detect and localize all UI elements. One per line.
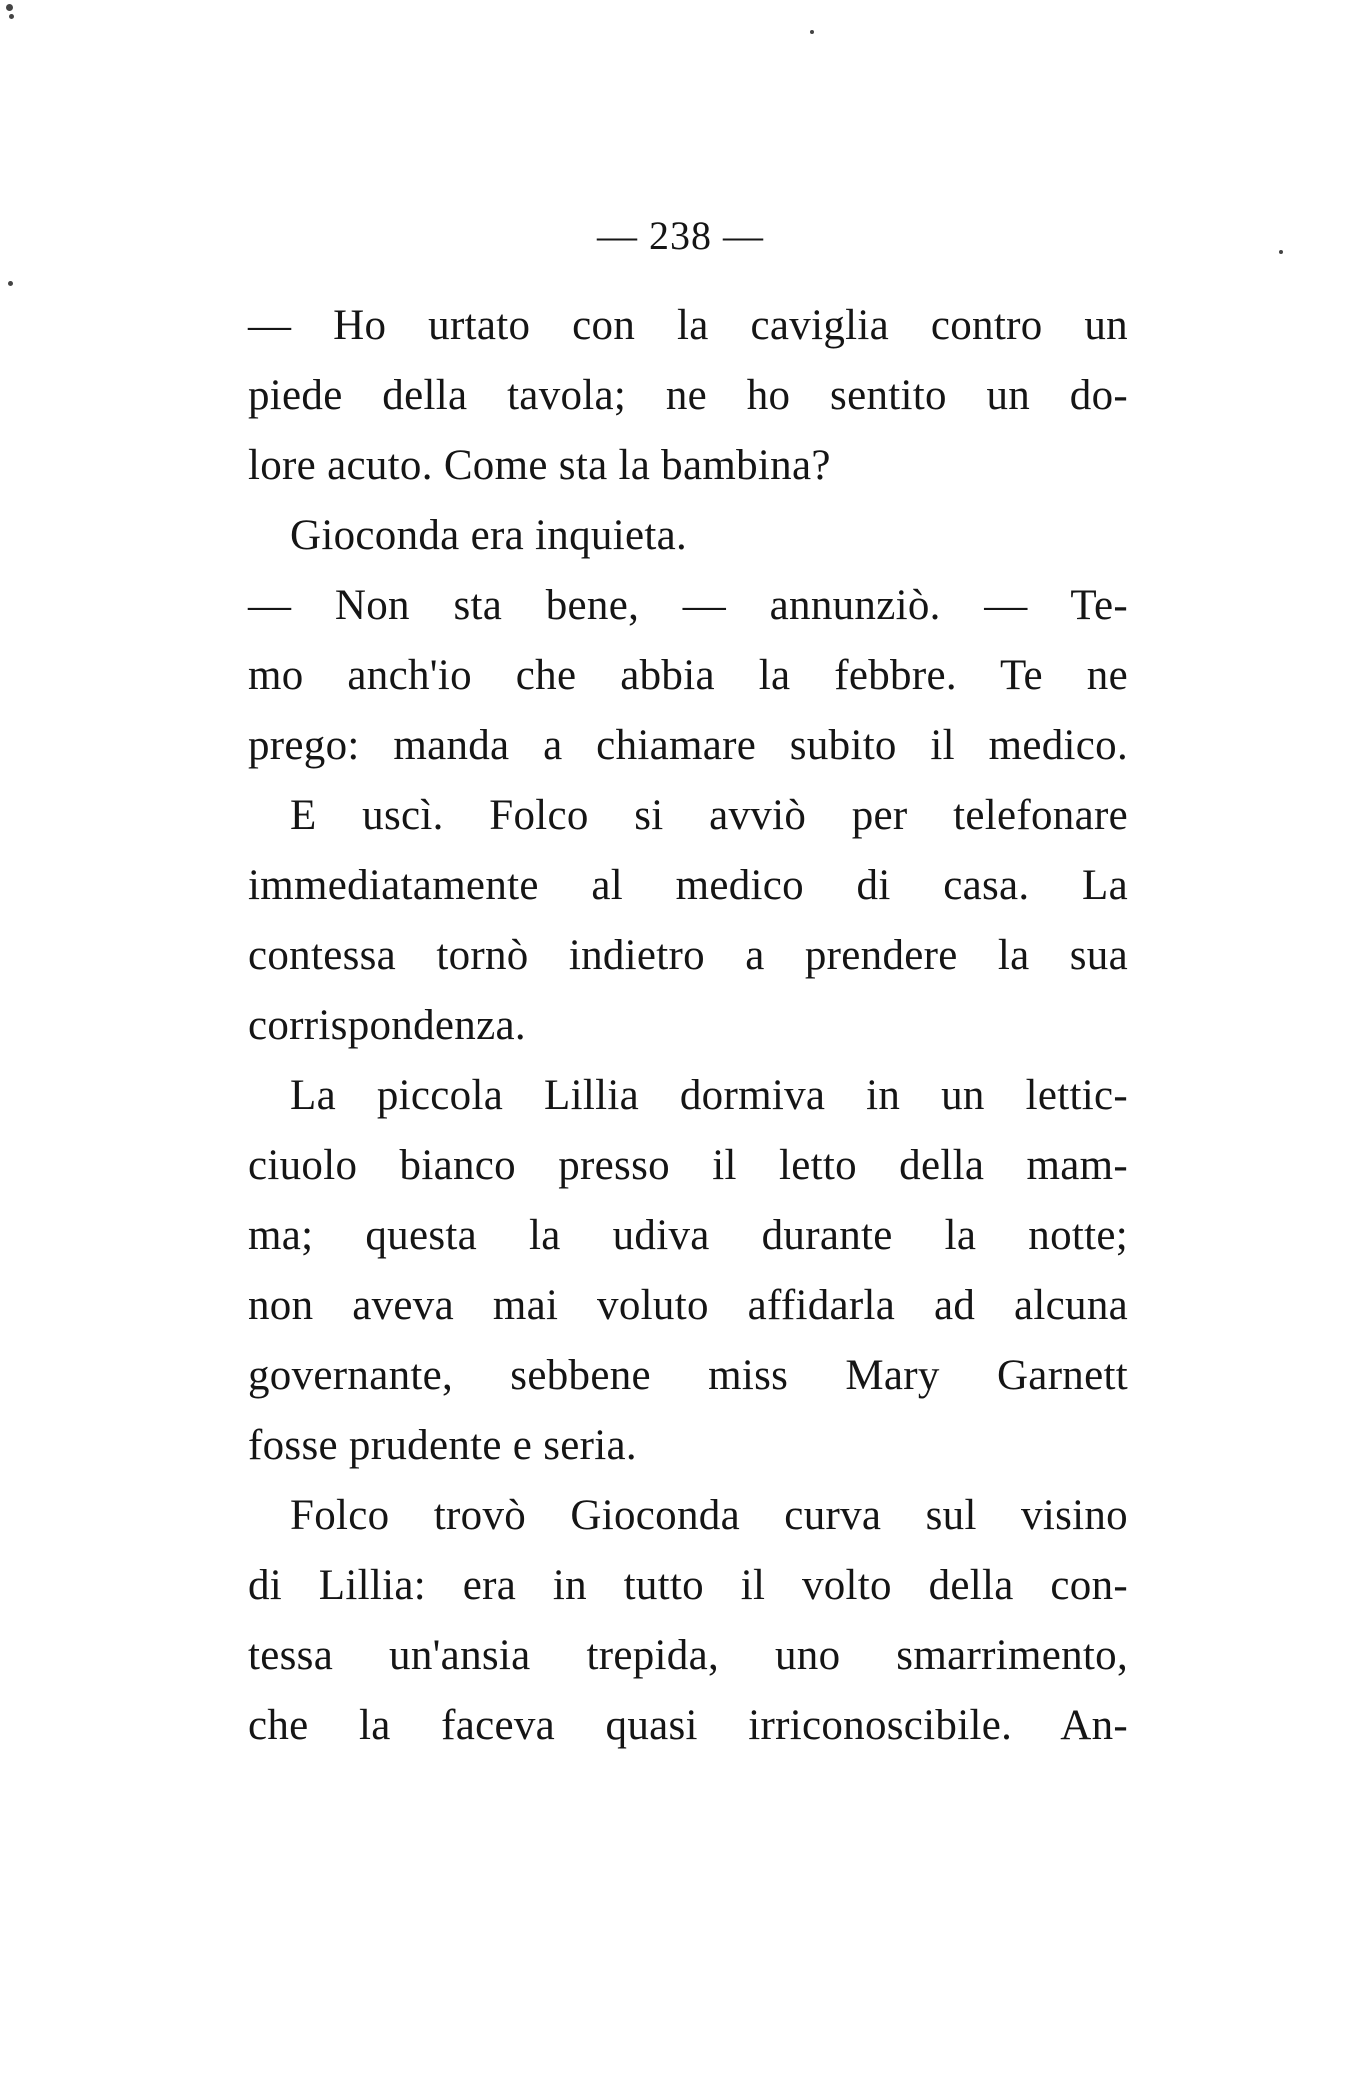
text-line: governante, sebbene miss Mary Garnett — [248, 1352, 1128, 1399]
scan-speck — [8, 281, 13, 286]
text-line: mo anch'io che abbia la febbre. Te ne — [248, 652, 1128, 699]
text-line: Folco trovò Gioconda curva sul visino — [290, 1492, 1128, 1539]
text-line: immediatamente al medico di casa. La — [248, 862, 1128, 909]
text-line: ma; questa la udiva durante la notte; — [248, 1212, 1128, 1259]
scan-speck — [9, 14, 14, 19]
text-line: lore acuto. Come sta la bambina? — [248, 442, 831, 489]
text-line: corrispondenza. — [248, 1002, 526, 1049]
scan-speck — [6, 4, 13, 11]
scan-speck — [810, 30, 814, 34]
text-line: prego: manda a chiamare subito il medico. — [248, 722, 1128, 769]
text-line: piede della tavola; ne ho sentito un do- — [248, 372, 1128, 419]
text-line: fosse prudente e seria. — [248, 1422, 637, 1469]
text-line: tessa un'ansia trepida, uno smarrimento, — [248, 1632, 1128, 1679]
text-line: non aveva mai voluto affidarla ad alcuna — [248, 1282, 1128, 1329]
text-line: La piccola Lillia dormiva in un lettic- — [290, 1072, 1128, 1119]
text-line: contessa tornò indietro a prendere la sua — [248, 932, 1128, 979]
text-line: Gioconda era inquieta. — [290, 512, 688, 559]
text-line: ciuolo bianco presso il letto della mam- — [248, 1142, 1128, 1189]
page-number: — 238 — — [597, 213, 764, 258]
text-line: che la faceva quasi irriconoscibile. An- — [248, 1702, 1128, 1749]
text-line: — Ho urtato con la caviglia contro un — [248, 302, 1128, 349]
text-line: E uscì. Folco si avviò per telefonare — [290, 792, 1128, 839]
text-line: — Non sta bene, — annunziò. — Te- — [248, 582, 1128, 629]
text-line: di Lillia: era in tutto il volto della con- — [248, 1562, 1128, 1609]
